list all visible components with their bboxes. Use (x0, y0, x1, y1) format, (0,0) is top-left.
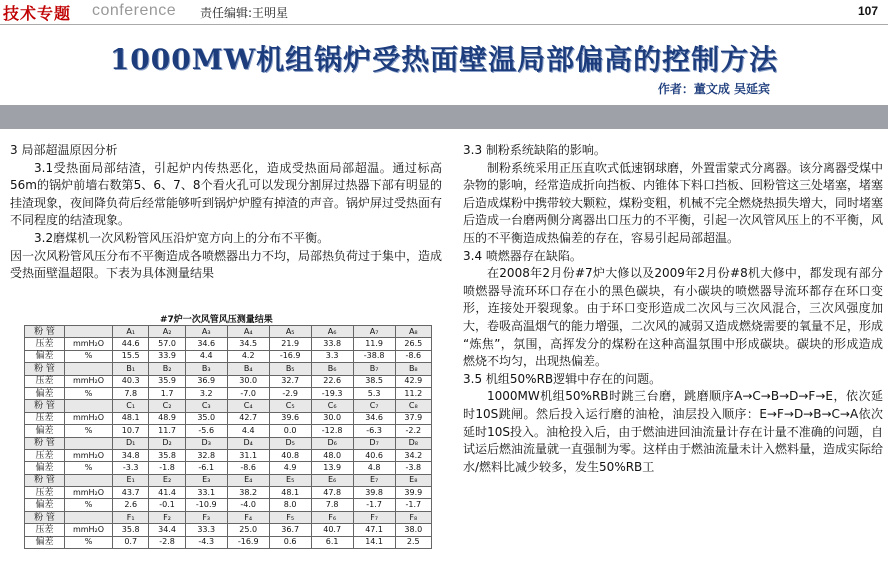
table-cell-value: 4.2 (227, 350, 269, 362)
table-cell-value: -1.7 (353, 499, 395, 511)
table-cell-label: 偏差 (25, 350, 65, 362)
right-column (463, 142, 883, 476)
header-divider (0, 24, 888, 25)
table-cell-value: -4.3 (185, 536, 227, 548)
table-cell-empty (65, 326, 113, 338)
table-cell-unit: mmH₂O (65, 487, 113, 499)
table-cell-value: 3.3 (311, 350, 353, 362)
table-cell-value: 42.9 (395, 375, 431, 387)
table-cell-pipe: E₇ (353, 474, 395, 486)
page-header (0, 0, 888, 26)
table-cell-value: 3.2 (185, 387, 227, 399)
table-cell-value: 31.1 (227, 449, 269, 461)
table-cell-pipe: D₁ (113, 437, 149, 449)
table-cell-value: 43.7 (113, 487, 149, 499)
title-band (0, 105, 888, 129)
table-cell-unit: mmH₂O (65, 449, 113, 461)
table-cell-value: 32.7 (269, 375, 311, 387)
table-cell-value: 38.0 (395, 524, 431, 536)
table-cell-value: 34.5 (227, 338, 269, 350)
table-cell-value: 35.0 (185, 412, 227, 424)
table-cell-pipe: C₈ (395, 400, 431, 412)
table-cell-pipe: B₂ (149, 363, 185, 375)
table-cell-unit: % (65, 387, 113, 399)
table-cell-value: 36.7 (269, 524, 311, 536)
table-cell-label: 偏差 (25, 387, 65, 399)
heading-3-5: 3.5 机组50%RB逻辑中存在的问题。 (463, 371, 662, 386)
table-cell-value: 34.2 (395, 449, 431, 461)
table-cell-value: 57.0 (149, 338, 185, 350)
table-cell-value: -1.8 (149, 462, 185, 474)
table-cell-value: 30.0 (311, 412, 353, 424)
table-cell-empty (65, 363, 113, 375)
table-row (25, 338, 432, 350)
table-cell-pipe: E₁ (113, 474, 149, 486)
table-cell-value: 38.2 (227, 487, 269, 499)
table-cell-label: 压差 (25, 412, 65, 424)
table-cell-value: 40.7 (311, 524, 353, 536)
table-cell-value: -2.8 (149, 536, 185, 548)
table-cell-pipe: A₆ (311, 326, 353, 338)
table-cell-value: -3.3 (113, 462, 149, 474)
table-cell-pipe: B₆ (311, 363, 353, 375)
table-cell-value: -16.9 (227, 536, 269, 548)
table-header-row (25, 474, 432, 486)
table-cell-value: 7.8 (311, 499, 353, 511)
table-cell-pipe: C₆ (311, 400, 353, 412)
table-cell-value: -38.8 (353, 350, 395, 362)
table-cell-value: 47.1 (353, 524, 395, 536)
table-cell-value: -4.0 (227, 499, 269, 511)
table-cell-pipe: E₈ (395, 474, 431, 486)
table-cell-value: 37.9 (395, 412, 431, 424)
table-cell-label: 粉 管 (25, 363, 65, 375)
column-tag-english: conference (92, 2, 177, 19)
table-cell-value: 36.9 (185, 375, 227, 387)
article-authors: 作者：董文成 吴延宾 (657, 82, 770, 96)
table-cell-pipe: F₆ (311, 511, 353, 523)
table-cell-value: -8.6 (395, 350, 431, 362)
table-cell-value: 21.9 (269, 338, 311, 350)
table-cell-pipe: A₁ (113, 326, 149, 338)
table-cell-pipe: A₈ (395, 326, 431, 338)
table-cell-value: 0.6 (269, 536, 311, 548)
table-cell-value: 47.8 (311, 487, 353, 499)
table-cell-pipe: F₈ (395, 511, 431, 523)
table-cell-pipe: D₆ (311, 437, 353, 449)
table-cell-value: 33.8 (311, 338, 353, 350)
table-cell-value: 35.8 (149, 449, 185, 461)
table-cell-value: 26.5 (395, 338, 431, 350)
table-cell-pipe: F₇ (353, 511, 395, 523)
table-row (25, 387, 432, 399)
table-cell-pipe: D₈ (395, 437, 431, 449)
table-cell-pipe: C₄ (227, 400, 269, 412)
table-cell-pipe: D₅ (269, 437, 311, 449)
table-row (25, 487, 432, 499)
table-cell-value: 4.8 (353, 462, 395, 474)
table-cell-value: -2.2 (395, 425, 431, 437)
table-cell-value: 38.5 (353, 375, 395, 387)
table-cell-value: 2.5 (395, 536, 431, 548)
table-cell-value: -16.9 (269, 350, 311, 362)
table-cell-value: 39.8 (353, 487, 395, 499)
page-number: 107 (857, 4, 878, 18)
paragraph-3-2-detail: 因一次风粉管风压分布不平衡造成各喷燃器出力不均，局部热负荷过于集中，造成受热面壁温超限。下表为具体测量结果 (10, 248, 443, 281)
table-cell-value: 33.9 (149, 350, 185, 362)
table-header-row (25, 511, 432, 523)
table-cell-label: 偏差 (25, 462, 65, 474)
table-cell-value: -19.3 (311, 387, 353, 399)
table-header-row (25, 400, 432, 412)
table-cell-unit: mmH₂O (65, 338, 113, 350)
table-cell-value: 11.9 (353, 338, 395, 350)
table-cell-value: -8.6 (227, 462, 269, 474)
table-cell-unit: % (65, 499, 113, 511)
table-row (25, 375, 432, 387)
table-cell-value: 33.1 (185, 487, 227, 499)
table-caption: #7炉一次风管风压测量结果 (160, 315, 273, 325)
table-cell-value: -3.8 (395, 462, 431, 474)
paragraph-3-4: 在2008年2月份#7炉大修以及2009年2月份#8机大修中，都发现有部分喷燃器导流环环口存在小的黑色碳块，有小碳块的喷燃器导流环都存在环口变形，连接处开裂现象。由于环口变形造成二次风与三次风混合，三次风强度加大，卷吸高温烟气的能力增强，二次风的减弱又造成燃烧需要的氧量不足，形成 “炼焦”，氛围，高挥发分的煤粉在这种高温氛围中形成碳块。碳块的形成造成燃烧不均匀，出现热偏差。 (463, 266, 884, 369)
table-row (25, 499, 432, 511)
editor-credit: 责任编辑:王明星 (200, 6, 289, 20)
table-cell-pipe: C₃ (185, 400, 227, 412)
table-cell-value: 2.6 (113, 499, 149, 511)
table-cell-value: 6.1 (311, 536, 353, 548)
table-cell-value: 25.0 (227, 524, 269, 536)
table-cell-value: 33.3 (185, 524, 227, 536)
table-cell-value: -7.0 (227, 387, 269, 399)
table-cell-empty (65, 511, 113, 523)
table-cell-unit: mmH₂O (65, 375, 113, 387)
table-cell-pipe: E₂ (149, 474, 185, 486)
table-cell-value: -6.3 (353, 425, 395, 437)
table-cell-value: 1.7 (149, 387, 185, 399)
table-row (25, 462, 432, 474)
table-cell-label: 压差 (25, 375, 65, 387)
column-tag: 技术专题 (3, 4, 72, 23)
table-cell-value: 10.7 (113, 425, 149, 437)
table-cell-pipe: F₂ (149, 511, 185, 523)
table-cell-value: 48.9 (149, 412, 185, 424)
table-cell-value: -5.6 (185, 425, 227, 437)
table-cell-empty (65, 400, 113, 412)
table-cell-value: 34.6 (185, 338, 227, 350)
table-cell-pipe: F₁ (113, 511, 149, 523)
table-cell-value: 11.7 (149, 425, 185, 437)
measurement-table (24, 325, 432, 549)
table-cell-value: 41.4 (149, 487, 185, 499)
table-cell-value: -2.9 (269, 387, 311, 399)
table-cell-pipe: D₄ (227, 437, 269, 449)
table-cell-pipe: C₂ (149, 400, 185, 412)
section-heading: 3 局部超温原因分析 (10, 143, 118, 157)
paragraph-3-1: 3.1受热面局部结渣，引起炉内传热恶化，造成受热面局部超温。通过标高56m的锅炉前墙右数第5、6、7、8个看火孔可以发现分割屏过热器下部有明显的挂渣现象，夜间降负荷后经常能够听到锅炉炉膛有掉渣的声音。锅炉屏过受热面有不同程度的结渣现象。 (10, 160, 443, 228)
table-cell-pipe: B₄ (227, 363, 269, 375)
table-cell-value: 39.9 (395, 487, 431, 499)
table-cell-pipe: B₁ (113, 363, 149, 375)
table-cell-value: 34.6 (353, 412, 395, 424)
table-cell-value: 40.8 (269, 449, 311, 461)
table-cell-pipe: E₄ (227, 474, 269, 486)
article-title: 1000MW机组锅炉受热面壁温局部偏高的控制方法 (109, 43, 779, 76)
table-cell-value: 5.3 (353, 387, 395, 399)
table-cell-pipe: C₇ (353, 400, 395, 412)
table-cell-value: 48.1 (269, 487, 311, 499)
table-cell-label: 压差 (25, 338, 65, 350)
table-cell-value: 30.0 (227, 375, 269, 387)
table-cell-value: 8.0 (269, 499, 311, 511)
table-cell-value: 35.9 (149, 375, 185, 387)
table-cell-unit: % (65, 536, 113, 548)
table-cell-pipe: F₅ (269, 511, 311, 523)
table-cell-value: -6.1 (185, 462, 227, 474)
table-cell-unit: mmH₂O (65, 524, 113, 536)
table-cell-pipe: C₅ (269, 400, 311, 412)
table-cell-value: 48.1 (113, 412, 149, 424)
table-row (25, 449, 432, 461)
table-cell-value: 32.8 (185, 449, 227, 461)
table-cell-unit: mmH₂O (65, 412, 113, 424)
table-cell-pipe: D₇ (353, 437, 395, 449)
table-cell-label: 粉 管 (25, 400, 65, 412)
table-row (25, 412, 432, 424)
table-cell-value: 44.6 (113, 338, 149, 350)
table-cell-value: 15.5 (113, 350, 149, 362)
table-cell-value: 13.9 (311, 462, 353, 474)
table-cell-value: -10.9 (185, 499, 227, 511)
table-cell-pipe: E₅ (269, 474, 311, 486)
table-cell-value: -12.8 (311, 425, 353, 437)
heading-3-4: 3.4 喷燃器存在缺陷。 (463, 248, 582, 263)
table-header-row (25, 437, 432, 449)
table-cell-pipe: C₁ (113, 400, 149, 412)
paragraph-3-3: 制粉系统采用正压直吹式低速钢球磨，外置雷蒙式分离器。该分离器受煤中杂物的影响，经常造成折向挡板、内锥体下料口挡板、回粉管这三处堵塞，堵塞后造成煤粉中携带较大颗粒，煤粉变粗，机械不完全燃烧热损失增大，同时堵塞后造成一台磨两侧分离器出口压力的不平衡，引起一次风管风压上的不平衡，风压的不平衡造成热偏差的存在，容易引起局部超温。 (463, 160, 884, 245)
table-cell-pipe: A₂ (149, 326, 185, 338)
table-row (25, 350, 432, 362)
table-cell-label: 粉 管 (25, 511, 65, 523)
table-header-row (25, 363, 432, 375)
table-cell-value: 0.0 (269, 425, 311, 437)
table-cell-value: 22.6 (311, 375, 353, 387)
table-cell-value: 40.3 (113, 375, 149, 387)
table-cell-pipe: A₄ (227, 326, 269, 338)
table-cell-pipe: D₃ (185, 437, 227, 449)
paragraph-3-2: 3.2磨煤机一次风粉管风压沿炉宽方向上的分布不平衡。 (34, 230, 330, 245)
table-cell-pipe: B₅ (269, 363, 311, 375)
table-cell-value: 35.8 (113, 524, 149, 536)
table-cell-label: 偏差 (25, 425, 65, 437)
table-cell-value: 39.6 (269, 412, 311, 424)
table-cell-value: 0.7 (113, 536, 149, 548)
table-cell-pipe: F₄ (227, 511, 269, 523)
table-row (25, 536, 432, 548)
table-cell-value: 42.7 (227, 412, 269, 424)
table-cell-label: 粉 管 (25, 437, 65, 449)
table-cell-value: 4.4 (185, 350, 227, 362)
table-cell-value: -1.7 (395, 499, 431, 511)
table-cell-pipe: B₃ (185, 363, 227, 375)
left-column (10, 142, 442, 283)
table-row (25, 425, 432, 437)
table-cell-value: 40.6 (353, 449, 395, 461)
table-cell-value: 48.0 (311, 449, 353, 461)
paragraph-3-5: 1000MW机组50%RB时跳三台磨，跳磨顺序A→C→B→D→F→E，依次延时10S跳闸。然后投入运行磨的油枪，油层投入顺序：E→F→D→B→C→A依次延时10S投入。油枪投入后，由于燃油进回油流量计存在计量不准确的问题，自试运后燃油流量就一直强制为零。这样由于燃油流量未计入燃料量，造成实际给水/燃料比减少较多，发生50%RB工 (463, 389, 884, 474)
table-header-row (25, 326, 432, 338)
table-cell-label: 粉 管 (25, 474, 65, 486)
table-cell-pipe: E₃ (185, 474, 227, 486)
table-cell-pipe: F₃ (185, 511, 227, 523)
table-cell-unit: % (65, 350, 113, 362)
table-cell-label: 压差 (25, 524, 65, 536)
table-cell-pipe: D₂ (149, 437, 185, 449)
table-cell-label: 粉 管 (25, 326, 65, 338)
table-cell-empty (65, 437, 113, 449)
table-cell-value: 34.8 (113, 449, 149, 461)
table-cell-value: 34.4 (149, 524, 185, 536)
table-cell-pipe: A₃ (185, 326, 227, 338)
table-cell-pipe: A₅ (269, 326, 311, 338)
table-row (25, 524, 432, 536)
table-cell-label: 偏差 (25, 536, 65, 548)
table-cell-pipe: B₈ (395, 363, 431, 375)
heading-3-3: 3.3 制粉系统缺陷的影响。 (463, 143, 606, 157)
table-cell-unit: % (65, 425, 113, 437)
table-cell-label: 压差 (25, 487, 65, 499)
table-cell-value: 4.4 (227, 425, 269, 437)
table-cell-value: 4.9 (269, 462, 311, 474)
table-cell-label: 压差 (25, 449, 65, 461)
table-cell-value: 14.1 (353, 536, 395, 548)
table-cell-pipe: B₇ (353, 363, 395, 375)
table-cell-pipe: A₇ (353, 326, 395, 338)
table-cell-value: 7.8 (113, 387, 149, 399)
table-cell-label: 偏差 (25, 499, 65, 511)
table-cell-empty (65, 474, 113, 486)
table-cell-unit: % (65, 462, 113, 474)
table-cell-value: 11.2 (395, 387, 431, 399)
table-cell-pipe: E₆ (311, 474, 353, 486)
table-cell-value: -0.1 (149, 499, 185, 511)
